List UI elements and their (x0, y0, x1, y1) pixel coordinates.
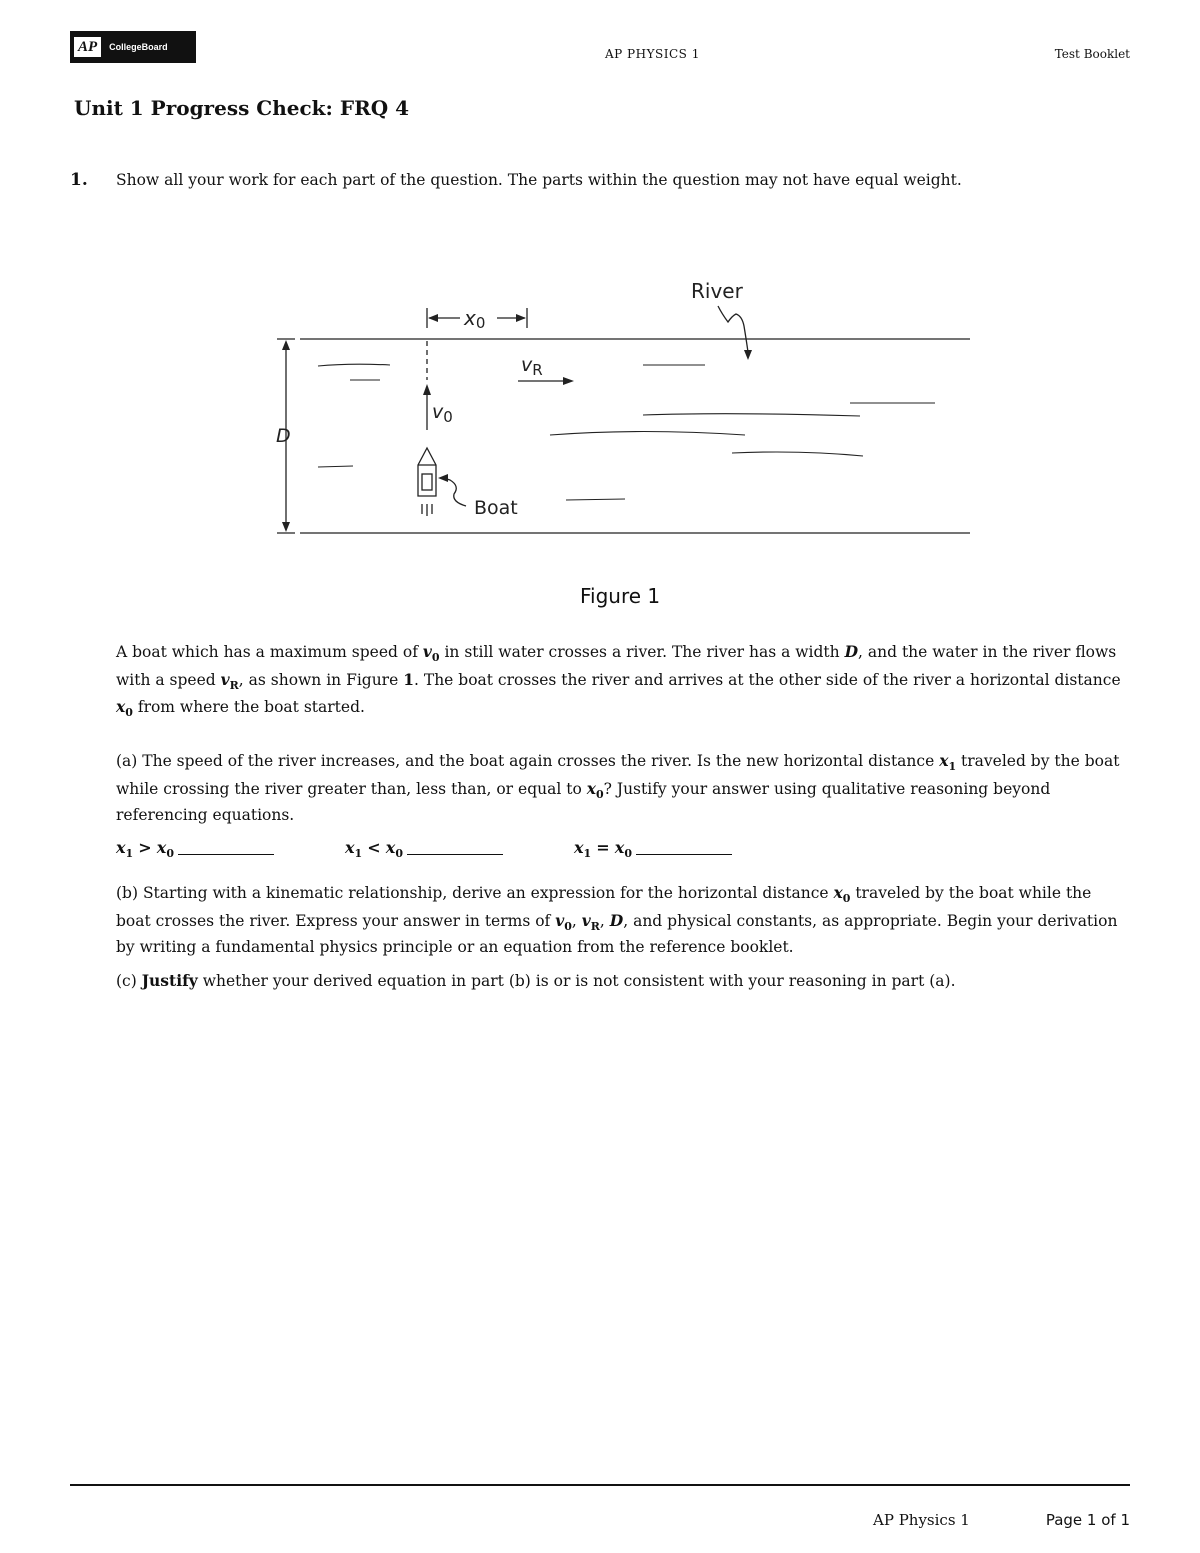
var-v0: $v_0$ (422, 642, 440, 665)
figure-drawing (260, 270, 980, 550)
part-c: (c) Justify whether your derived equation in part (b) is or is not consistent with your reasoning in part (a). (116, 971, 956, 990)
choice-greater-than[interactable]: $x_1 > x_0$ (116, 838, 274, 860)
footer-course: AP Physics 1 (873, 1511, 970, 1529)
vR-arrow (518, 377, 574, 385)
boat-pointer-head (438, 474, 448, 482)
answer-blank[interactable] (636, 854, 732, 855)
part-b: (b) Starting with a kinematic relationship, derive an expression for the horizontal distance $x_0$ traveled by the boat while the boat crosses the river. Express your answer in terms of $v_0$, $v_R$, D, and physical constants, as appropriate. Begin your derivation by writing a fundamental physics principle or an equation from the reference booklet. (116, 883, 1118, 957)
var-v0: $v_0$ (555, 910, 572, 933)
river-pointer-head (744, 350, 752, 360)
footer-divider (70, 1484, 1130, 1486)
collegeboard-wordmark: CollegeBoard (109, 42, 168, 52)
justify-keyword: Justify (141, 971, 198, 990)
v0-label: $v_0$ (432, 401, 453, 426)
D-label: D (276, 425, 291, 447)
figure-number: 1 (403, 669, 414, 689)
choice-equal[interactable]: $x_1 = x_0$ (574, 838, 732, 860)
figure-caption: Figure 1 (580, 584, 661, 608)
v0-arrow (423, 384, 431, 430)
header-booklet: Test Booklet (1054, 47, 1130, 61)
question-instructions: Show all your work for each part of the question. The parts within the question may not have equal weight. (116, 171, 962, 189)
boat-pointer-curve (442, 478, 466, 506)
var-D: D (609, 910, 624, 930)
var-x0: $x_0$ (833, 883, 851, 906)
answer-blank[interactable] (178, 854, 274, 855)
var-x0: $x_0$ (586, 778, 604, 801)
boat-icon (418, 448, 436, 516)
river-boat-figure (260, 270, 980, 554)
river-pointer-curve (718, 306, 748, 352)
ap-collegeboard-logo (70, 31, 196, 63)
part-a: (a) The speed of the river increases, and the boat again crosses the river. Is the new horizontal distance $x_1$ traveled by the boat while crossing the river greater than, less than, or equal to $x_0$? Justify your answer using qualitative reasoning beyond referencing equations. (116, 751, 1120, 825)
var-D: D (844, 642, 859, 661)
choice-less-than[interactable]: $x_1 < x_0$ (345, 838, 503, 860)
var-x1: $x_1$ (939, 751, 957, 774)
var-x0: $x_0$ (116, 697, 133, 720)
river-label: River (691, 279, 743, 303)
page-title: Unit 1 Progress Check: FRQ 4 (74, 96, 409, 120)
boat-label: Boat (474, 497, 518, 519)
ap-logo-mark: AP (74, 37, 101, 57)
problem-statement: A boat which has a maximum speed of $v_0$ in still water crosses a river. The river has a width D, and the water in the river flows with a speed $v_R$, as shown in Figure 1. The boat crosses the river and arrives at the other side of the river a horizontal distance $x_0$ from where the boat started. (116, 642, 1121, 720)
vR-label: $v_R$ (521, 354, 543, 379)
water-lines (318, 364, 935, 500)
x0-label: x0 (464, 306, 486, 332)
var-vR: $v_R$ (581, 910, 600, 933)
answer-blank[interactable] (407, 854, 503, 855)
question-number: 1. (70, 170, 88, 190)
var-vR: $v_R$ (220, 669, 239, 692)
header-course: AP PHYSICS 1 (605, 47, 700, 61)
page-number: Page 1 of 1 (1045, 1511, 1130, 1529)
